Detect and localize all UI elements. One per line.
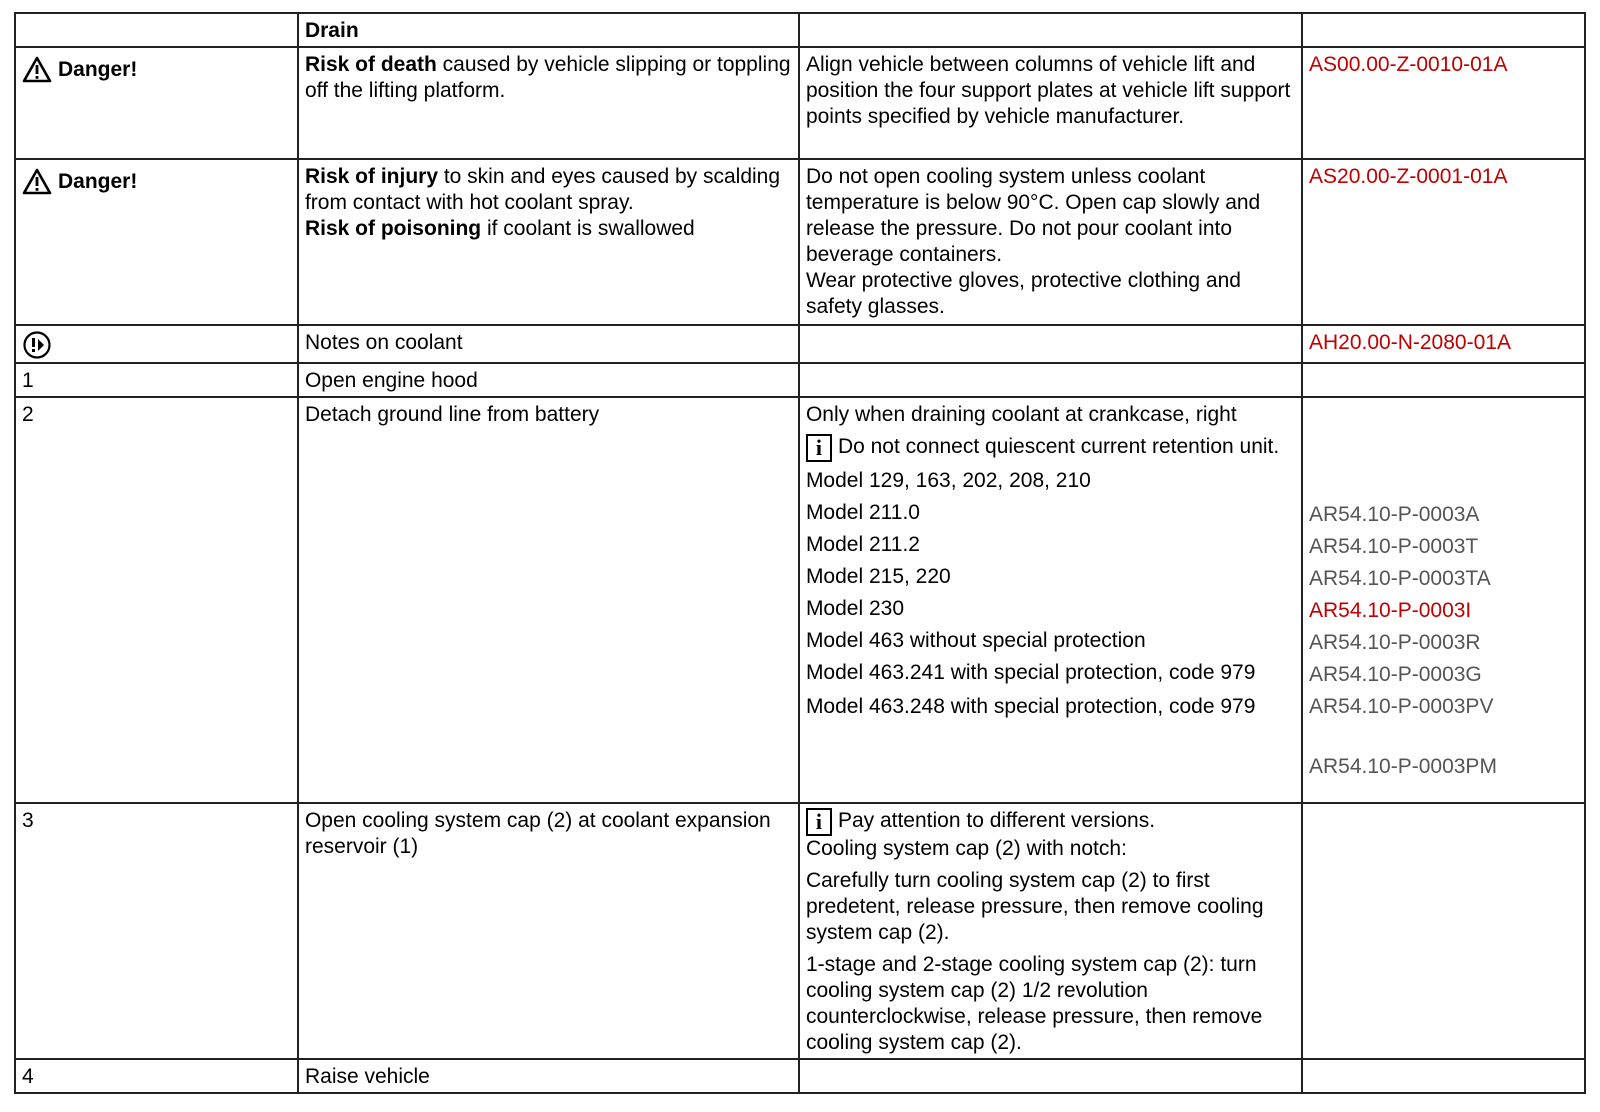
danger-cell <box>15 159 298 325</box>
safety-measure: Align vehicle between columns of vehicle lift and position the four support plates at vehicle lift support points specified by vehicle manufacturer. <box>799 47 1302 159</box>
doc-ref-link[interactable]: AR54.10-P-0003A <box>1309 503 1480 526</box>
step-text: Detach ground line from battery <box>298 397 799 803</box>
step-text: Open engine hood <box>298 363 799 397</box>
measure-text: Wear protective gloves, protective clothing and safety glasses. <box>805 269 1241 318</box>
header-row <box>15 13 1585 47</box>
note-circle-icon <box>22 330 52 360</box>
condition-text: Only when draining coolant at crankcase, right <box>805 403 1237 426</box>
risk-text: if coolant is swallowed <box>481 217 695 240</box>
step-refs <box>1302 397 1585 803</box>
model-label: Model 463.248 with special protection, code 979 <box>805 695 1256 718</box>
info-icon: i <box>806 808 832 836</box>
model-label: Model 211.2 <box>805 533 920 556</box>
step-number: 2 <box>15 397 298 803</box>
doc-ref-link[interactable]: AR54.10-P-0003I <box>1309 599 1472 622</box>
info-line <box>806 434 1295 462</box>
risk-description <box>298 47 799 159</box>
step-row-3 <box>15 803 1585 1059</box>
step-row-2 <box>15 397 1585 803</box>
risk-bold: Risk of death <box>304 53 437 76</box>
danger-badge <box>22 168 137 195</box>
step-empty <box>799 363 1302 397</box>
step-empty <box>1302 1059 1585 1093</box>
info-text: Pay attention to different versions. <box>837 809 1156 832</box>
doc-ref-link[interactable]: AR54.10-P-0003PV <box>1309 695 1494 718</box>
risk-description <box>298 159 799 325</box>
warning-triangle-icon <box>22 168 52 195</box>
risk-text: caused by vehicle slipping or toppling off the lifting platform. <box>304 53 791 102</box>
step-text: Raise vehicle <box>298 1059 799 1093</box>
danger-row-2 <box>15 159 1585 325</box>
step-number: 3 <box>15 803 298 1059</box>
step-details <box>799 397 1302 803</box>
doc-ref-link[interactable]: AS20.00-Z-0001-01A <box>1302 159 1585 325</box>
model-label: Model 230 <box>805 597 905 620</box>
warning-triangle-icon <box>22 56 52 83</box>
doc-ref-link[interactable]: AR54.10-P-0003TA <box>1309 567 1491 590</box>
model-label: Model 463.241 with special protection, code 979 <box>805 661 1256 684</box>
step-row-4 <box>15 1059 1585 1093</box>
doc-ref-link[interactable]: AS00.00-Z-0010-01A <box>1302 47 1585 159</box>
risk-bold: Risk of poisoning <box>304 217 482 240</box>
step-details <box>799 803 1302 1059</box>
risk-text: to skin and eyes caused by scalding from contact with hot coolant spray. <box>304 165 781 214</box>
note-text: Notes on coolant <box>298 325 799 363</box>
risk-bold: Risk of injury <box>304 165 438 188</box>
step-number: 4 <box>15 1059 298 1093</box>
model-label: Model 215, 220 <box>805 565 951 588</box>
note-empty <box>799 325 1302 363</box>
info-line <box>806 808 1295 836</box>
note-row <box>15 325 1585 363</box>
detail-text: Carefully turn cooling system cap (2) to first predetent, release pressure, then remove cooling system cap (2). <box>805 869 1264 944</box>
step-number: 1 <box>15 363 298 397</box>
header-col1 <box>15 13 298 47</box>
danger-label: Danger! <box>58 169 138 193</box>
procedure-table <box>14 12 1586 1094</box>
header-title: Drain <box>298 13 799 47</box>
danger-label: Danger! <box>58 57 138 81</box>
note-icon-cell <box>15 325 298 363</box>
header-col3 <box>799 13 1302 47</box>
danger-row-1 <box>15 47 1585 159</box>
model-label: Model 129, 163, 202, 208, 210 <box>805 469 1091 492</box>
step-text: Open cooling system cap (2) at coolant expansion reservoir (1) <box>298 803 799 1059</box>
info-text: Do not connect quiescent current retention unit. <box>837 435 1280 458</box>
doc-ref-link[interactable]: AR54.10-P-0003T <box>1309 535 1479 558</box>
model-label: Model 211.0 <box>805 501 920 524</box>
info-icon: i <box>806 434 832 462</box>
step-empty <box>799 1059 1302 1093</box>
model-label: Model 463 without special protection <box>805 629 1146 652</box>
doc-ref-link[interactable]: AR54.10-P-0003PM <box>1309 755 1497 778</box>
danger-badge <box>22 56 137 83</box>
step-empty <box>1302 363 1585 397</box>
step-row-1 <box>15 363 1585 397</box>
doc-ref-link[interactable]: AR54.10-P-0003R <box>1309 631 1481 654</box>
measure-text: Do not open cooling system unless coolant temperature is below 90°C. Open cap slowly and release the pressure. Do not pour coolant into beverage containers. <box>805 165 1261 266</box>
doc-ref-link[interactable]: AH20.00-N-2080-01A <box>1302 325 1585 363</box>
detail-text: 1-stage and 2-stage cooling system cap (2): turn cooling system cap (2) 1/2 revolution counterclockwise, release pressure, then remove cooling system cap (2). <box>805 953 1263 1054</box>
safety-measure <box>799 159 1302 325</box>
detail-text: Cooling system cap (2) with notch: <box>805 837 1127 860</box>
danger-cell <box>15 47 298 159</box>
step-empty <box>1302 803 1585 1059</box>
header-col4 <box>1302 13 1585 47</box>
doc-ref-link[interactable]: AR54.10-P-0003G <box>1309 663 1482 686</box>
